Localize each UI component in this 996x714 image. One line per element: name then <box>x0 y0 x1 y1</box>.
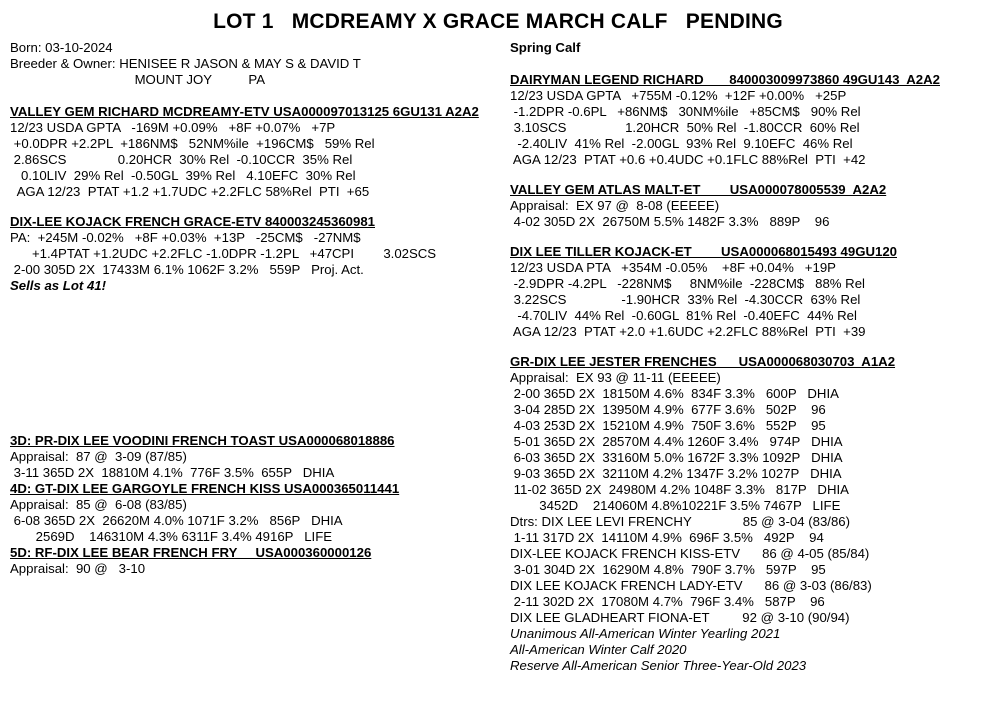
dam-sire-line: AGA 12/23 PTAT +2.0 +1.6UDC +2.2FLC 88%Rel PTI +39 <box>510 324 866 339</box>
born-date: Born: 03-10-2024 <box>10 40 113 55</box>
dam-dam-appraisal: Appraisal: EX 93 @ 11-11 (EEEEE) <box>510 370 721 385</box>
sire-sire-line: 3.10SCS 1.20HCR 50% Rel -1.80CCR 60% Rel <box>510 120 860 135</box>
sire-line: AGA 12/23 PTAT +1.2 +1.7UDC +2.2FLC 58%Rel PTI +65 <box>10 184 370 199</box>
left-column <box>10 40 500 294</box>
breeder-owner: Breeder & Owner: HENISEE R JASON & MAY S & DAVID T <box>10 56 361 71</box>
sire-dam-line: Appraisal: EX 97 @ 8-08 (EEEEE) <box>510 198 720 213</box>
left-lower-column <box>10 433 500 577</box>
sire-block <box>10 104 500 200</box>
sire-dam-name: VALLEY GEM ATLAS MALT-ET USA000078005539 A2A2 <box>510 182 887 197</box>
dam-sire-line: -4.70LIV 44% Rel -0.60GL 81% Rel -0.40EFC 44% Rel <box>510 308 857 323</box>
dam-sire-name: DIX LEE TILLER KOJACK-ET USA000068015493 49GU120 <box>510 244 897 259</box>
dam-sire-block <box>510 244 990 340</box>
award-line: All-American Winter Calf 2020 <box>510 642 687 657</box>
sire-name: VALLEY GEM RICHARD MCDREAMY-ETV USA000097013125 6GU131 A2A2 <box>10 104 479 119</box>
sire-dam-line: 4-02 305D 2X 26750M 5.5% 1482F 3.3% 889P 96 <box>510 214 830 229</box>
sire-sire-block <box>510 72 990 168</box>
dam-line: 2-00 305D 2X 17433M 6.1% 1062F 3.2% 559P Proj. Act. <box>10 262 364 277</box>
sire-line: +0.0DPR +2.2PL +186NM$ 52NM%ile +196CM$ 59% Rel <box>10 136 375 151</box>
breeder-location: MOUNT JOY PA <box>10 72 266 87</box>
dam-dam-name: GR-DIX LEE JESTER FRENCHES USA000068030703 A1A2 <box>510 354 896 369</box>
dam-sire-line: 12/23 USDA PTA +354M -0.05% +8F +0.04% +19P <box>510 260 836 275</box>
dam-sire-line: -2.9DPR -4.2PL -228NM$ 8NM%ile -228CM$ 88% Rel <box>510 276 865 291</box>
daughter-line: 3-01 304D 2X 16290M 4.8% 790F 3.7% 597P 95 <box>510 562 826 577</box>
dam-dam-record: 6-03 365D 2X 33160M 5.0% 1672F 3.3% 1092P DHIA <box>510 450 843 465</box>
dam-dam-block <box>510 354 990 674</box>
dam-dam-record: 5-01 365D 2X 28570M 4.4% 1260F 3.4% 974P DHIA <box>510 434 843 449</box>
sire-line: 0.10LIV 29% Rel -0.50GL 39% Rel 4.10EFC 30% Rel <box>10 168 356 183</box>
sire-dam-block <box>510 182 990 230</box>
sire-sire-line: -2.40LIV 41% Rel -2.00GL 93% Rel 9.10EFC 46% Rel <box>510 136 853 151</box>
dam-dam-record: 3-04 285D 2X 13950M 4.9% 677F 3.6% 502P 96 <box>510 402 826 417</box>
dam-name: DIX-LEE KOJACK FRENCH GRACE-ETV 840003245360981 <box>10 214 375 229</box>
fourth-dam-line: 2569D 146310M 4.3% 6311F 3.4% 4916P LIFE <box>10 529 333 544</box>
dam-sire-line: 3.22SCS -1.90HCR 33% Rel -4.30CCR 63% Rel <box>510 292 861 307</box>
daughter-line: 2-11 302D 2X 17080M 4.7% 796F 3.4% 587P 96 <box>510 594 825 609</box>
sire-sire-line: 12/23 USDA GPTA +755M -0.12% +12F +0.00% +25P <box>510 88 847 103</box>
fourth-dam-line: Appraisal: 85 @ 6-08 (83/85) <box>10 497 187 512</box>
fifth-dam-block <box>10 545 500 577</box>
daughter-line: Dtrs: DIX LEE LEVI FRENCHY 85 @ 3-04 (83/86) <box>510 514 851 529</box>
sells-note: Sells as Lot 41! <box>10 278 107 293</box>
dam-dam-record: 4-03 253D 2X 15210M 4.9% 750F 3.6% 552P 95 <box>510 418 826 433</box>
fifth-dam-name: 5D: RF-DIX LEE BEAR FRENCH FRY USA000360000126 <box>10 545 372 560</box>
dam-dam-record: 11-02 365D 2X 24980M 4.2% 1048F 3.3% 817P DHIA <box>510 482 849 497</box>
award-line: Reserve All-American Senior Three-Year-Old 2023 <box>510 658 807 673</box>
dam-dam-record: 3452D 214060M 4.8%10221F 3.5% 7467P LIFE <box>510 498 841 513</box>
dam-line: PA: +245M -0.02% +8F +0.03% +13P -25CM$ -27NM$ <box>10 230 361 245</box>
lot-title: LOT 1 MCDREAMY X GRACE MARCH CALF PENDING <box>213 10 783 33</box>
third-dam-line: Appraisal: 87 @ 3-09 (87/85) <box>10 449 187 464</box>
dam-dam-record: 2-00 365D 2X 18150M 4.6% 834F 3.3% 600P DHIA <box>510 386 839 401</box>
sire-sire-line: -1.2DPR -0.6PL +86NM$ 30NM%ile +85CM$ 90% Rel <box>510 104 861 119</box>
fourth-dam-line: 6-08 365D 2X 26620M 4.0% 1071F 3.2% 856P DHIA <box>10 513 343 528</box>
dam-line: +1.4PTAT +1.2UDC +2.2FLC -1.0DPR -1.2PL +47CPI 3.02SCS <box>10 246 437 261</box>
sire-line: 2.86SCS 0.20HCR 30% Rel -0.10CCR 35% Rel <box>10 152 353 167</box>
fourth-dam-block <box>10 481 500 545</box>
dam-dam-record: 9-03 365D 2X 32110M 4.2% 1347F 3.2% 1027P DHIA <box>510 466 842 481</box>
third-dam-name: 3D: PR-DIX LEE VOODINI FRENCH TOAST USA000068018886 <box>10 433 395 448</box>
third-dam-block <box>10 433 500 481</box>
fourth-dam-name: 4D: GT-DIX LEE GARGOYLE FRENCH KISS USA000365011441 <box>10 481 400 496</box>
award-line: Unanimous All-American Winter Yearling 2021 <box>510 626 781 641</box>
spring-calf-label: Spring Calf <box>510 40 581 55</box>
third-dam-line: 3-11 365D 2X 18810M 4.1% 776F 3.5% 655P DHIA <box>10 465 335 480</box>
daughter-line: DIX-LEE KOJACK FRENCH KISS-ETV 86 @ 4-05 (85/84) <box>510 546 870 561</box>
sire-sire-name: DAIRYMAN LEGEND RICHARD 840003009973860 49GU143 A2A2 <box>510 72 940 87</box>
daughter-line: DIX LEE GLADHEART FIONA-ET 92 @ 3-10 (90/94) <box>510 610 850 625</box>
right-column <box>510 40 990 674</box>
sire-sire-line: AGA 12/23 PTAT +0.6 +0.4UDC +0.1FLC 88%Rel PTI +42 <box>510 152 866 167</box>
dam-block <box>10 214 500 294</box>
daughter-line: 1-11 317D 2X 14110M 4.9% 696F 3.5% 492P 94 <box>510 530 824 545</box>
sire-line: 12/23 USDA GPTA -169M +0.09% +8F +0.07% +7P <box>10 120 336 135</box>
daughter-line: DIX LEE KOJACK FRENCH LADY-ETV 86 @ 3-03 (86/83) <box>510 578 872 593</box>
fifth-dam-line: Appraisal: 90 @ 3-10 <box>10 561 146 576</box>
